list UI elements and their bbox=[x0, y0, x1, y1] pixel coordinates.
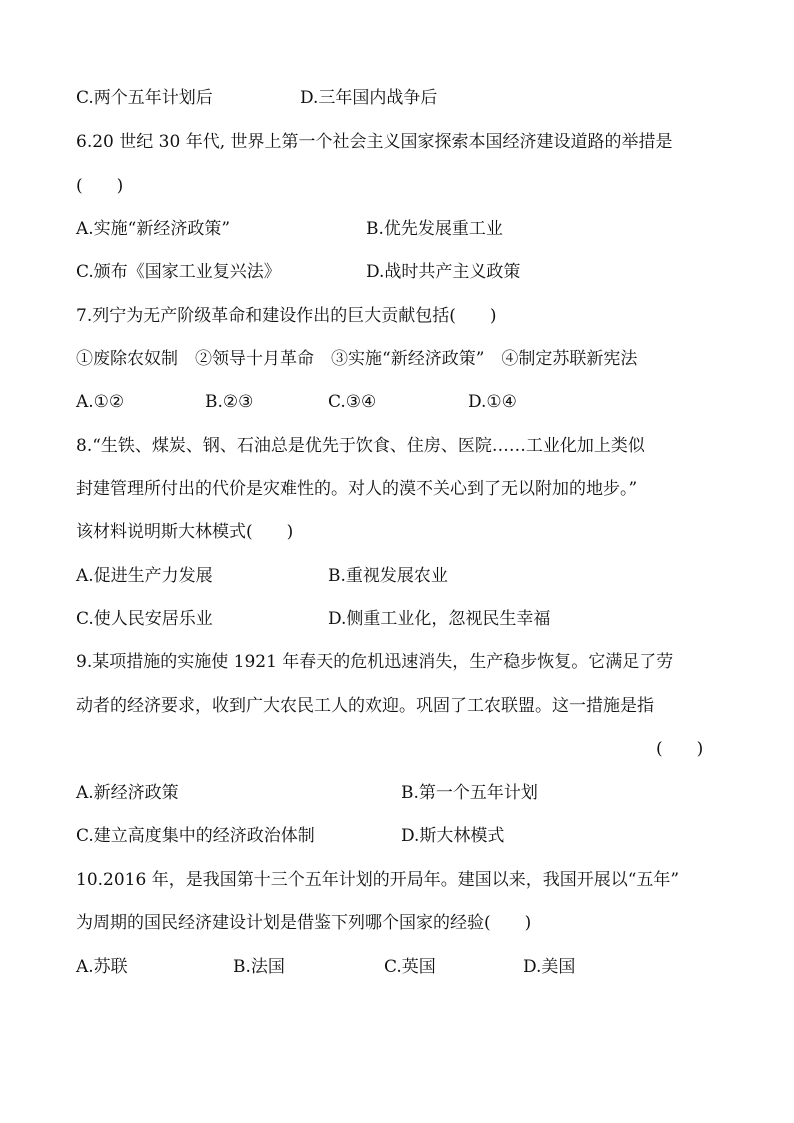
q7-option-b: B.②③ bbox=[205, 392, 254, 412]
q9-stem-line-1: 9.某项措施的实施使 1921 年春天的危机迅速消失，生产稳步恢复。它满足了劳 bbox=[76, 652, 674, 672]
q8-option-d: D.侧重工业化，忽视民生幸福 bbox=[328, 609, 551, 629]
q7-stem: 7.列宁为无产阶级革命和建设作出的巨大贡献包括( ) bbox=[76, 306, 497, 326]
q7-option-d: D.①④ bbox=[468, 392, 517, 412]
q10-option-c: C.英国 bbox=[384, 957, 436, 977]
q9-option-b: B.第一个五年计划 bbox=[401, 783, 538, 803]
q6-option-c: C.颁布《国家工业复兴法》 bbox=[76, 262, 281, 282]
q9-option-d: D.斯大林模式 bbox=[401, 826, 505, 846]
q8-option-b: B.重视发展农业 bbox=[328, 566, 448, 586]
q5-option-d: D.三年国内战争后 bbox=[300, 88, 438, 108]
q8-option-a: A.促进生产力发展 bbox=[76, 566, 213, 586]
q9-answer-blank: ( ) bbox=[656, 739, 704, 759]
q9-option-a: A.新经济政策 bbox=[76, 783, 179, 803]
q8-stem-line-3: 该材料说明斯大林模式( ) bbox=[76, 522, 294, 542]
q8-stem-line-1: 8.“生铁、煤炭、钢、石油总是优先于饮食、住房、医院……工业化加上类似 bbox=[76, 436, 645, 456]
q10-option-d: D.美国 bbox=[523, 957, 576, 977]
q8-stem-line-2: 封建管理所付出的代价是灾难性的。对人的漠不关心到了无以附加的地步。” bbox=[76, 479, 638, 499]
q9-stem-line-2: 动者的经济要求，收到广大农民工人的欢迎。巩固了工农联盟。这一措施是指 bbox=[76, 696, 654, 716]
q6-answer-blank: ( ) bbox=[76, 176, 124, 196]
q9-option-c: C.建立高度集中的经济政治体制 bbox=[76, 826, 315, 846]
q6-stem: 6.20 世纪 30 年代, 世界上第一个社会主义国家探索本国经济建设道路的举措是 bbox=[76, 132, 673, 152]
q5-option-c: C.两个五年计划后 bbox=[76, 88, 213, 108]
q10-stem-line-2: 为周期的国民经济建设计划是借鉴下列哪个国家的经验( ) bbox=[76, 913, 532, 933]
q7-items: ①废除农奴制 ②领导十月革命 ③实施“新经济政策” ④制定苏联新宪法 bbox=[76, 349, 638, 369]
q6-option-b: B.优先发展重工业 bbox=[366, 219, 503, 239]
q10-option-a: A.苏联 bbox=[76, 957, 128, 977]
q7-option-c: C.③④ bbox=[328, 392, 377, 412]
q10-option-b: B.法国 bbox=[233, 957, 285, 977]
q10-stem-line-1: 10.2016 年，是我国第十三个五年计划的开局年。建国以来，我国开展以“五年” bbox=[76, 870, 680, 890]
q6-option-a: A.实施“新经济政策” bbox=[76, 219, 231, 239]
q7-option-a: A.①② bbox=[76, 392, 125, 412]
q6-option-d: D.战时共产主义政策 bbox=[366, 262, 521, 282]
q8-option-c: C.使人民安居乐业 bbox=[76, 609, 213, 629]
